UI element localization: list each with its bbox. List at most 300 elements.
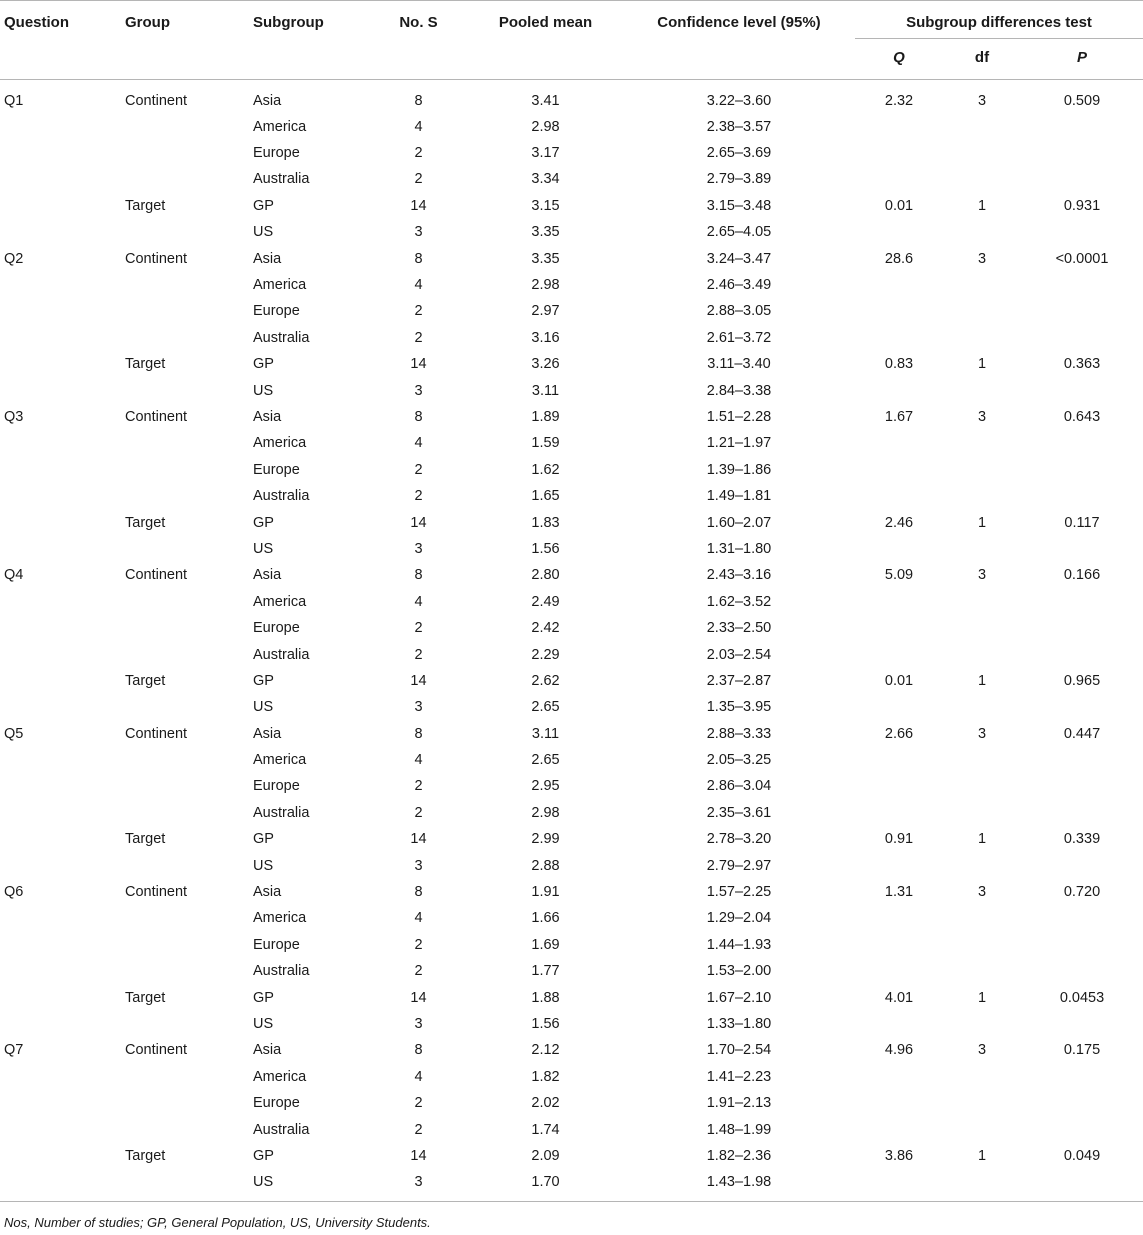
cell-group (125, 114, 249, 140)
cell-df-value (943, 325, 1021, 351)
cell-p-value (1021, 377, 1143, 403)
cell-number-of-studies: 3 (369, 1169, 468, 1201)
cell-subgroup: America (253, 435, 307, 452)
cell-group (125, 140, 249, 166)
cell-group (125, 272, 249, 298)
cell-q-value: 2.66 (884, 725, 914, 742)
cell-pooled-mean: 3.11 (531, 725, 560, 742)
cell-question (0, 166, 125, 192)
cell-group: Continent (125, 92, 188, 109)
cell-group: Target (125, 1147, 166, 1164)
table-row (0, 166, 1143, 192)
cell-pooled-mean: 2.29 (531, 646, 560, 663)
cell-confidence-interval: 2.78–3.20 (706, 831, 772, 848)
cell-number-of-studies: 8 (414, 1042, 423, 1059)
cell-q-value (855, 1011, 943, 1037)
cell-subgroup: Asia (253, 725, 282, 742)
cell-number-of-studies: 14 (410, 672, 427, 689)
cell-df-value: 1 (977, 1147, 987, 1164)
cell-confidence-interval: 1.53–2.00 (706, 963, 772, 980)
cell-pooled-mean: 2.98 (531, 277, 560, 294)
cell-df-value (943, 140, 1021, 166)
cell-confidence-interval: 1.62–3.52 (706, 593, 772, 610)
cell-subgroup: Australia (253, 171, 310, 188)
cell-q-value: 28.6 (884, 250, 914, 267)
cell-pooled-mean: 1.77 (531, 963, 560, 980)
cell-confidence-interval: 1.33–1.80 (706, 1015, 772, 1032)
cell-p-value (1021, 852, 1143, 878)
cell-number-of-studies: 14 (410, 831, 427, 848)
cell-number-of-studies: 2 (414, 936, 423, 953)
cell-df-value: 1 (977, 989, 987, 1006)
cell-question (0, 219, 125, 245)
cell-number-of-studies: 14 (410, 514, 427, 531)
cell-pooled-mean: 1.56 (531, 540, 560, 557)
cell-df-value (943, 114, 1021, 140)
table-row (0, 852, 1143, 878)
cell-question (0, 483, 125, 509)
cell-number-of-studies: 8 (414, 725, 423, 742)
cell-confidence-interval: 1.35–3.95 (706, 699, 772, 716)
cell-group (125, 958, 249, 984)
cell-group (125, 166, 249, 192)
cell-confidence-interval: 2.61–3.72 (706, 329, 772, 346)
cell-p-value: 0.447 (1063, 725, 1101, 742)
table-row (0, 773, 1143, 799)
table-row (0, 483, 1143, 509)
cell-df-value (943, 1064, 1021, 1090)
cell-question (0, 668, 125, 694)
cell-df-value: 3 (977, 884, 987, 901)
header-pooled-mean: Pooled mean (468, 1, 623, 80)
table-row (0, 140, 1143, 166)
cell-df-value (943, 272, 1021, 298)
cell-question (0, 325, 125, 351)
cell-subgroup: US (253, 224, 274, 241)
cell-pooled-mean: 1.66 (531, 910, 560, 927)
cell-question (0, 298, 125, 324)
cell-subgroup: US (253, 382, 274, 399)
cell-confidence-interval: 1.44–1.93 (706, 936, 772, 953)
cell-number-of-studies: 4 (414, 118, 423, 135)
cell-q-value: 2.32 (884, 92, 914, 109)
cell-pooled-mean: 2.65 (531, 699, 560, 716)
cell-q-value (855, 272, 943, 298)
cell-p-value (1021, 932, 1143, 958)
cell-group (125, 641, 249, 667)
cell-p-value (1021, 114, 1143, 140)
cell-pooled-mean: 2.97 (531, 303, 560, 320)
cell-df-value: 3 (977, 92, 987, 109)
cell-pooled-mean: 1.59 (531, 435, 560, 452)
cell-subgroup: America (253, 1068, 307, 1085)
cell-number-of-studies: 8 (414, 92, 423, 109)
cell-question (0, 114, 125, 140)
cell-q-value (855, 1116, 943, 1142)
cell-subgroup: Asia (253, 884, 282, 901)
header-confidence-level: Confidence level (95%) (623, 1, 855, 80)
cell-group: Target (125, 672, 166, 689)
cell-question (0, 1011, 125, 1037)
cell-q-value: 0.83 (884, 356, 914, 373)
table-row (0, 562, 1143, 588)
cell-number-of-studies: 4 (414, 1068, 423, 1085)
cell-q-value (855, 298, 943, 324)
cell-subgroup: GP (253, 197, 274, 214)
table-row (0, 219, 1143, 245)
header-group: Group (125, 1, 249, 80)
cell-pooled-mean: 3.35 (531, 224, 560, 241)
cell-confidence-interval: 2.33–2.50 (706, 620, 772, 637)
cell-df-value (943, 457, 1021, 483)
cell-question (0, 905, 125, 931)
cell-p-value: 0.720 (1063, 884, 1101, 901)
cell-number-of-studies: 2 (414, 1095, 423, 1112)
cell-p-value (1021, 272, 1143, 298)
cell-group: Continent (125, 250, 188, 267)
table-row (0, 509, 1143, 535)
table-row (0, 298, 1143, 324)
cell-subgroup: Europe (253, 620, 300, 637)
cell-p-value (1021, 800, 1143, 826)
cell-group (125, 377, 249, 403)
cell-df-value (943, 852, 1021, 878)
cell-p-value (1021, 219, 1143, 245)
table-row (0, 1011, 1143, 1037)
cell-number-of-studies: 3 (414, 540, 423, 557)
cell-subgroup: America (253, 277, 307, 294)
cell-question (0, 1169, 125, 1201)
cell-q-value (855, 589, 943, 615)
cell-q-value: 0.01 (884, 672, 914, 689)
cell-subgroup: Europe (253, 778, 300, 795)
cell-group: Continent (125, 408, 188, 425)
cell-pooled-mean: 3.11 (531, 382, 560, 399)
cell-number-of-studies: 2 (414, 171, 423, 188)
cell-pooled-mean: 2.99 (531, 831, 560, 848)
cell-q-value (855, 219, 943, 245)
cell-number-of-studies: 3 (414, 1015, 423, 1032)
cell-pooled-mean: 3.17 (531, 145, 560, 162)
cell-question: Q3 (4, 408, 24, 425)
header-df: df (943, 39, 1021, 80)
cell-pooled-mean: 1.74 (531, 1121, 560, 1138)
table-row (0, 114, 1143, 140)
cell-pooled-mean: 2.49 (531, 593, 560, 610)
cell-p-value (1021, 589, 1143, 615)
cell-p-value: 0.117 (1064, 514, 1100, 531)
cell-df-value (943, 694, 1021, 720)
table-row (0, 1064, 1143, 1090)
cell-subgroup: Australia (253, 963, 310, 980)
cell-group (125, 1011, 249, 1037)
table-row (0, 826, 1143, 852)
cell-p-value (1021, 140, 1143, 166)
cell-q-value (855, 140, 943, 166)
cell-group (125, 1064, 249, 1090)
table-row (0, 958, 1143, 984)
cell-q-value (855, 800, 943, 826)
cell-q-value: 0.01 (884, 197, 914, 214)
cell-pooled-mean: 2.02 (531, 1095, 560, 1112)
cell-question: Q6 (4, 884, 24, 901)
cell-q-value (855, 694, 943, 720)
cell-group (125, 694, 249, 720)
table-row (0, 1037, 1143, 1063)
cell-q-value (855, 536, 943, 562)
cell-group: Target (125, 989, 166, 1006)
table-row (0, 351, 1143, 377)
cell-subgroup: GP (253, 989, 274, 1006)
cell-subgroup: Asia (253, 92, 282, 109)
cell-confidence-interval: 1.39–1.86 (706, 461, 772, 478)
cell-p-value (1021, 325, 1143, 351)
cell-confidence-interval: 2.38–3.57 (706, 118, 772, 135)
cell-subgroup: GP (253, 672, 274, 689)
cell-q-value (855, 905, 943, 931)
cell-q-value (855, 1090, 943, 1116)
cell-pooled-mean: 1.65 (531, 488, 560, 505)
cell-df-value (943, 483, 1021, 509)
cell-p-value: 0.965 (1063, 672, 1101, 689)
cell-pooled-mean: 2.62 (531, 672, 560, 689)
cell-group (125, 747, 249, 773)
table-row (0, 325, 1143, 351)
cell-p-value (1021, 298, 1143, 324)
header-subgroup: Subgroup (249, 1, 369, 80)
cell-subgroup: Asia (253, 1042, 282, 1059)
cell-p-value (1021, 1116, 1143, 1142)
cell-number-of-studies: 14 (410, 1147, 427, 1164)
cell-number-of-studies: 8 (414, 884, 423, 901)
cell-q-value (855, 747, 943, 773)
cell-pooled-mean: 1.62 (531, 461, 560, 478)
cell-p-value (1021, 1090, 1143, 1116)
cell-subgroup: GP (253, 831, 274, 848)
cell-question: Q1 (4, 92, 24, 109)
cell-question (0, 826, 125, 852)
header-number-of-studies: No. S (369, 1, 468, 80)
cell-pooled-mean: 2.98 (531, 118, 560, 135)
cell-confidence-interval: 1.57–2.25 (706, 884, 772, 901)
cell-df-value (943, 1011, 1021, 1037)
cell-number-of-studies: 14 (410, 989, 427, 1006)
cell-confidence-interval: 3.24–3.47 (706, 250, 772, 267)
cell-confidence-interval: 2.79–2.97 (706, 857, 772, 874)
cell-df-value (943, 1090, 1021, 1116)
cell-df-value (943, 1169, 1021, 1201)
table-row (0, 457, 1143, 483)
cell-pooled-mean: 1.83 (531, 514, 560, 531)
cell-group: Target (125, 356, 166, 373)
cell-confidence-interval: 2.79–3.89 (706, 171, 772, 188)
cell-df-value (943, 905, 1021, 931)
table-row (0, 984, 1143, 1010)
cell-group: Target (125, 831, 166, 848)
cell-question (0, 958, 125, 984)
header-question: Question (0, 1, 125, 80)
table-row (0, 1116, 1143, 1142)
cell-q-value: 0.91 (884, 831, 914, 848)
cell-subgroup: US (253, 857, 274, 874)
cell-number-of-studies: 3 (414, 382, 423, 399)
cell-q-value (855, 377, 943, 403)
cell-q-value: 4.01 (884, 989, 914, 1006)
cell-df-value (943, 932, 1021, 958)
cell-q-value (855, 430, 943, 456)
cell-pooled-mean: 2.42 (531, 620, 560, 637)
cell-df-value: 1 (977, 514, 987, 531)
cell-question (0, 852, 125, 878)
cell-p-value (1021, 1169, 1143, 1201)
cell-df-value: 3 (977, 1042, 987, 1059)
cell-p-value (1021, 1064, 1143, 1090)
cell-question (0, 800, 125, 826)
cell-confidence-interval: 1.48–1.99 (706, 1121, 772, 1138)
cell-subgroup: Europe (253, 1095, 300, 1112)
table-row (0, 272, 1143, 298)
table-row (0, 404, 1143, 430)
cell-confidence-interval: 1.29–2.04 (706, 910, 772, 927)
cell-p-value: 0.339 (1063, 831, 1101, 848)
cell-df-value: 1 (977, 672, 987, 689)
cell-subgroup: US (249, 1169, 369, 1201)
cell-group (125, 800, 249, 826)
cell-p-value: <0.0001 (1055, 250, 1109, 267)
cell-number-of-studies: 2 (414, 303, 423, 320)
cell-subgroup: Australia (253, 488, 310, 505)
cell-pooled-mean: 1.69 (531, 936, 560, 953)
cell-question (0, 536, 125, 562)
cell-number-of-studies: 4 (414, 752, 423, 769)
cell-group (125, 932, 249, 958)
cell-confidence-interval: 2.86–3.04 (706, 778, 772, 795)
cell-p-value: 0.509 (1063, 92, 1101, 109)
cell-number-of-studies: 4 (414, 277, 423, 294)
cell-number-of-studies: 2 (414, 1121, 423, 1138)
cell-subgroup: America (253, 593, 307, 610)
table-row (0, 193, 1143, 219)
cell-subgroup: US (253, 1015, 274, 1032)
cell-q-value (855, 457, 943, 483)
cell-pooled-mean: 3.15 (531, 197, 560, 214)
cell-question (0, 773, 125, 799)
cell-number-of-studies: 4 (414, 593, 423, 610)
cell-group (125, 852, 249, 878)
cell-q-value (855, 483, 943, 509)
header-q: Q (855, 39, 943, 80)
header-subgroup-differences-test: Subgroup differences test (855, 1, 1143, 39)
table-row (0, 245, 1143, 271)
cell-question (0, 747, 125, 773)
cell-number-of-studies: 3 (414, 857, 423, 874)
cell-p-value (1021, 1011, 1143, 1037)
cell-p-value (1021, 430, 1143, 456)
cell-p-value: 0.0453 (1059, 989, 1105, 1006)
cell-group (125, 905, 249, 931)
cell-q-value: 3.86 (884, 1147, 914, 1164)
cell-p-value (1021, 905, 1143, 931)
cell-df-value: 3 (977, 408, 987, 425)
cell-p-value: 0.643 (1063, 408, 1101, 425)
cell-subgroup: America (253, 118, 307, 135)
cell-df-value: 3 (977, 725, 987, 742)
table-body (0, 80, 1143, 1202)
cell-confidence-interval: 3.22–3.60 (706, 92, 772, 109)
cell-question (0, 1143, 125, 1169)
cell-question (0, 272, 125, 298)
table-row (0, 879, 1143, 905)
cell-pooled-mean: 2.09 (531, 1147, 560, 1164)
table-row (0, 1169, 1143, 1201)
cell-pooled-mean: 2.88 (531, 857, 560, 874)
cell-confidence-interval: 1.60–2.07 (706, 514, 772, 531)
cell-group (125, 1169, 249, 1201)
cell-p-value (1021, 694, 1143, 720)
cell-pooled-mean: 2.95 (531, 778, 560, 795)
table-row (0, 589, 1143, 615)
table-row (0, 720, 1143, 746)
table-row (0, 668, 1143, 694)
cell-q-value (855, 773, 943, 799)
cell-p-value (1021, 747, 1143, 773)
table-row (0, 1143, 1143, 1169)
table-row (0, 694, 1143, 720)
cell-df-value (943, 615, 1021, 641)
table-row (0, 430, 1143, 456)
cell-pooled-mean: 2.80 (531, 567, 560, 584)
cell-q-value (855, 932, 943, 958)
cell-q-value (855, 641, 943, 667)
cell-confidence-interval: 1.91–2.13 (706, 1095, 772, 1112)
cell-q-value (855, 1169, 943, 1201)
cell-question: Q2 (4, 250, 24, 267)
cell-df-value (943, 377, 1021, 403)
table-row (0, 377, 1143, 403)
cell-number-of-studies: 2 (414, 488, 423, 505)
cell-question (0, 589, 125, 615)
table-footnote: Nos, Number of studies; GP, General Population, US, University Students. (4, 1215, 431, 1230)
cell-confidence-interval: 2.65–4.05 (706, 224, 772, 241)
cell-number-of-studies: 3 (414, 699, 423, 716)
cell-subgroup: Europe (253, 303, 300, 320)
cell-confidence-interval: 2.03–2.54 (706, 646, 772, 663)
cell-group (125, 773, 249, 799)
cell-group (125, 615, 249, 641)
cell-subgroup: Australia (253, 1121, 310, 1138)
cell-number-of-studies: 2 (414, 778, 423, 795)
cell-group: Target (125, 197, 166, 214)
cell-confidence-interval: 2.65–3.69 (706, 145, 772, 162)
cell-group: Continent (125, 1042, 188, 1059)
cell-number-of-studies: 14 (410, 356, 427, 373)
cell-number-of-studies: 4 (414, 910, 423, 927)
cell-df-value (943, 1116, 1021, 1142)
cell-subgroup: GP (253, 1147, 274, 1164)
cell-question (0, 615, 125, 641)
cell-df-value: 1 (977, 831, 987, 848)
cell-number-of-studies: 8 (414, 250, 423, 267)
cell-subgroup: Asia (253, 250, 282, 267)
cell-group (125, 219, 249, 245)
cell-subgroup: US (253, 540, 274, 557)
cell-number-of-studies: 8 (414, 567, 423, 584)
cell-group (125, 483, 249, 509)
cell-subgroup: America (253, 752, 307, 769)
cell-p-value: 0.049 (1063, 1147, 1101, 1164)
cell-df-value (943, 219, 1021, 245)
cell-question (0, 694, 125, 720)
